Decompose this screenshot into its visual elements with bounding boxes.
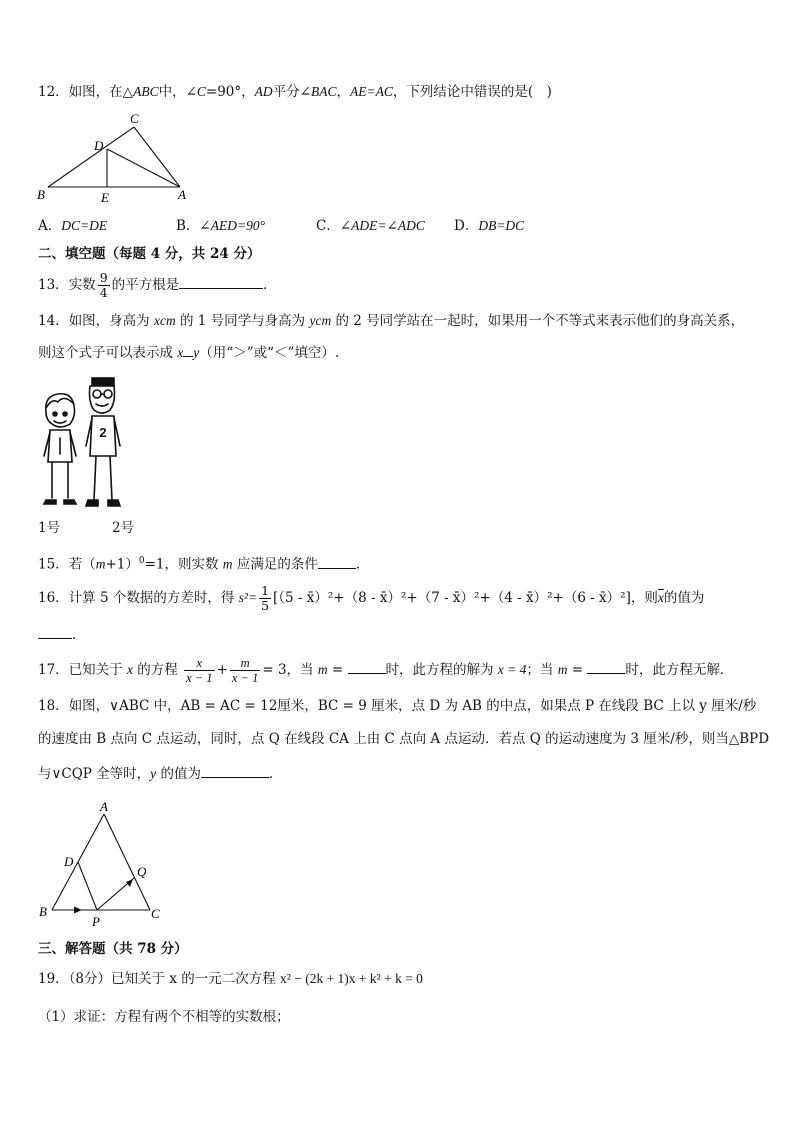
label-d: D [64, 854, 74, 869]
segment-ac [104, 814, 150, 910]
q16-terms: [（5 - x̄）²+（8 - x̄）²+（7 - x̄）²+（4 - x̄）²+（6 - x̄）²]，则 [273, 590, 658, 606]
segment-ca [134, 127, 180, 187]
q-direction-arrow [126, 879, 133, 887]
q18-stem-line2 [38, 729, 769, 749]
q18-text: 如图，∨ABC 中，AB = AC = 12厘米，BC = 9 厘米，点 D 为 AB 的中点，如果点 P 在线段 BC 上以 y 厘米/秒 [68, 698, 757, 714]
q16-number: 16． [38, 590, 69, 606]
q18-stem-line1 [38, 696, 756, 716]
q12-triangle-figure [36, 112, 196, 207]
q19-number: 19． [38, 971, 69, 987]
q17-fraction-1 [184, 656, 214, 685]
q12-math: C [196, 84, 206, 99]
label-p: P [92, 914, 100, 929]
q14-students-figure [38, 372, 138, 512]
q14-text: 如图，身高为 [68, 313, 154, 329]
q13-text: ． [263, 277, 277, 293]
label-b: B [37, 187, 45, 202]
q19-equation: x² − (2k + 1)x + k² + k = 0 [280, 971, 423, 986]
fraction-numerator: m [230, 656, 260, 671]
section-fill-in-title: 二、填空题（每题 4 分，共 24 分） [38, 246, 261, 262]
q12-math: AC [375, 84, 393, 99]
q12-option-d[interactable] [454, 216, 524, 236]
fraction-denominator: x − 1 [231, 671, 259, 685]
q17-answer-blank-1[interactable] [348, 659, 386, 674]
q16-answer-line [38, 624, 86, 645]
label-c: C [130, 111, 139, 126]
q12-text: 如图，在△ [68, 84, 134, 100]
q14-number: 14． [38, 313, 69, 329]
q12-option-c[interactable] [316, 216, 454, 236]
q18-text: ． [268, 766, 283, 782]
label-c: C [151, 906, 160, 921]
q12-math: = [366, 84, 376, 99]
q13-stem [38, 270, 277, 300]
student-1-figure [44, 394, 76, 504]
q12-option-a[interactable] [38, 216, 176, 236]
section-solutions-title: 三、解答题（共 78 分） [38, 941, 188, 957]
q19-points: （8分） [68, 971, 112, 987]
q18-triangle-figure [36, 800, 176, 930]
fraction-denominator: 4 [99, 285, 108, 300]
q13-answer-blank[interactable] [179, 274, 263, 289]
q17-answer-blank-2[interactable] [587, 659, 625, 674]
q19-stem [38, 969, 423, 989]
option-value: DC=DE [61, 218, 108, 233]
q17-text: 的方程 [132, 662, 183, 678]
option-key: C． [316, 218, 340, 234]
student-2-label: 2号 [112, 520, 135, 536]
label-b: B [39, 904, 47, 919]
q17-math: x = 4 [497, 662, 527, 677]
q17-stem [38, 655, 733, 685]
q16-answer-blank[interactable] [38, 624, 72, 639]
q14-text: 的 1 号同学与身高为 [175, 313, 310, 329]
option-key: B． [176, 218, 200, 234]
q16-math: s²= [238, 590, 258, 605]
q14-figure-labels [38, 518, 134, 538]
q19-text: 已知关于 x 的一元二次方程 [111, 971, 281, 987]
q12-text: ， [336, 84, 350, 100]
q12-math: AE [349, 84, 367, 99]
fraction-numerator: 9 [99, 270, 108, 285]
q15-math: m [222, 556, 233, 572]
segment-dp [78, 862, 97, 910]
q17-text: 已知关于 [68, 662, 127, 678]
q17-math: x [126, 662, 133, 677]
q15-exponent: 0 [138, 556, 145, 566]
q12-text: 中，∠ [158, 84, 197, 100]
q17-text: 时，此方程无解． [625, 662, 734, 678]
q18-stem-line3 [38, 763, 282, 784]
q16-mean: $\overline{x}$ [657, 590, 664, 605]
student-1-label: 1号 [38, 520, 61, 536]
fraction-numerator: x [184, 656, 214, 671]
q12-options [38, 216, 524, 236]
q13-text: 的平方根是 [111, 277, 180, 293]
q14-text: 的 2 号同学站在一起时，如果用一个不等式来表示他们的身高关系， [331, 313, 745, 329]
q13-fraction [98, 271, 110, 300]
q15-text: +1） [105, 556, 139, 573]
q13-text: 实数 [68, 277, 96, 293]
label-q: Q [137, 864, 147, 879]
student-2-figure [86, 378, 120, 506]
q16-stem [38, 583, 704, 613]
q15-text: 应满足的条件 [232, 556, 318, 573]
q12-text: 平分∠ [272, 84, 311, 100]
q15-math: m [95, 556, 106, 572]
q14-math: x [177, 345, 184, 360]
q17-text: 时，此方程的解为 [385, 662, 498, 678]
q14-math: y [193, 345, 200, 360]
q16-fraction [259, 584, 271, 613]
q16-text: 计算 5 个数据的方差时，得 [68, 590, 239, 606]
q17-number: 17． [38, 662, 69, 678]
q14-text: （用“＞”或“＜”填空）. [199, 345, 340, 361]
segment-bc [48, 127, 134, 187]
q12-text: =90°， [205, 84, 255, 100]
q14-stem-line2 [38, 342, 339, 363]
option-value: ∠ADE=∠ADC [339, 218, 425, 233]
option-value: ∠AED=90° [199, 218, 265, 233]
q14-answer-blank[interactable] [183, 342, 193, 357]
q18-text: 的速度由 B 点向 C 点运动，同时，点 Q 在线段 CA 上由 C 点向 A 点运动．若点 Q 的运动速度为 3 厘米/秒，则当△BPD [38, 731, 770, 747]
fraction-denominator: 5 [261, 598, 270, 613]
q17-fraction-2 [230, 656, 260, 685]
q12-text: ，下列结论中错误的是( ) [392, 84, 552, 100]
q17-math: m [317, 662, 328, 677]
q18-answer-blank[interactable] [201, 763, 269, 778]
q15-text: 若（ [68, 556, 96, 573]
label-e: E [101, 190, 109, 205]
q17-text: ；当 [526, 662, 558, 678]
q15-number: 15． [38, 556, 69, 573]
label-a: A [100, 799, 108, 814]
option-value: DB=DC [478, 218, 525, 233]
option-key: A． [38, 218, 62, 234]
q17-text: = [567, 662, 588, 678]
q17-text: = 3，当 [262, 662, 318, 678]
segment-da [107, 149, 180, 187]
q15-text: =1，则实数 [144, 556, 223, 573]
q14-stem-line1 [38, 311, 744, 331]
q12-math: AD [254, 84, 273, 99]
q14-math: xcm [153, 313, 176, 328]
option-key: D． [454, 218, 479, 234]
label-a: A [178, 187, 186, 202]
q15-text: ． [355, 556, 370, 573]
q17-text: + [216, 662, 228, 678]
student-2-shirt-number: 2 [99, 425, 107, 440]
q19-part1: （1）求证：方程有两个不相等的实数根； [38, 1009, 290, 1025]
q12-stem [38, 82, 552, 102]
p-direction-arrow [74, 907, 82, 914]
label-d: D [94, 138, 104, 153]
q12-math: ABC [133, 84, 159, 99]
q16-text: 的值为 [663, 590, 705, 606]
q17-text: = [327, 662, 348, 678]
q12-number: 12． [38, 84, 69, 100]
fraction-denominator: x − 1 [186, 671, 213, 685]
fraction-numerator: 1 [261, 583, 270, 598]
q18-text: 的值为 [156, 766, 201, 782]
q14-text: 则这个式子可以表示成 [38, 345, 178, 361]
q17-math: m [557, 662, 568, 677]
q13-number: 13． [38, 277, 69, 293]
q18-math: y [150, 766, 157, 781]
q15-answer-blank[interactable] [318, 554, 356, 569]
q18-text: 与∨CQP 全等时， [38, 766, 151, 782]
q12-option-b[interactable] [176, 216, 316, 236]
q15-stem [38, 551, 369, 575]
q18-number: 18． [38, 698, 69, 714]
q16-text: ． [72, 627, 86, 643]
q12-math: BAC [310, 84, 337, 99]
q14-math: ycm [309, 313, 332, 328]
